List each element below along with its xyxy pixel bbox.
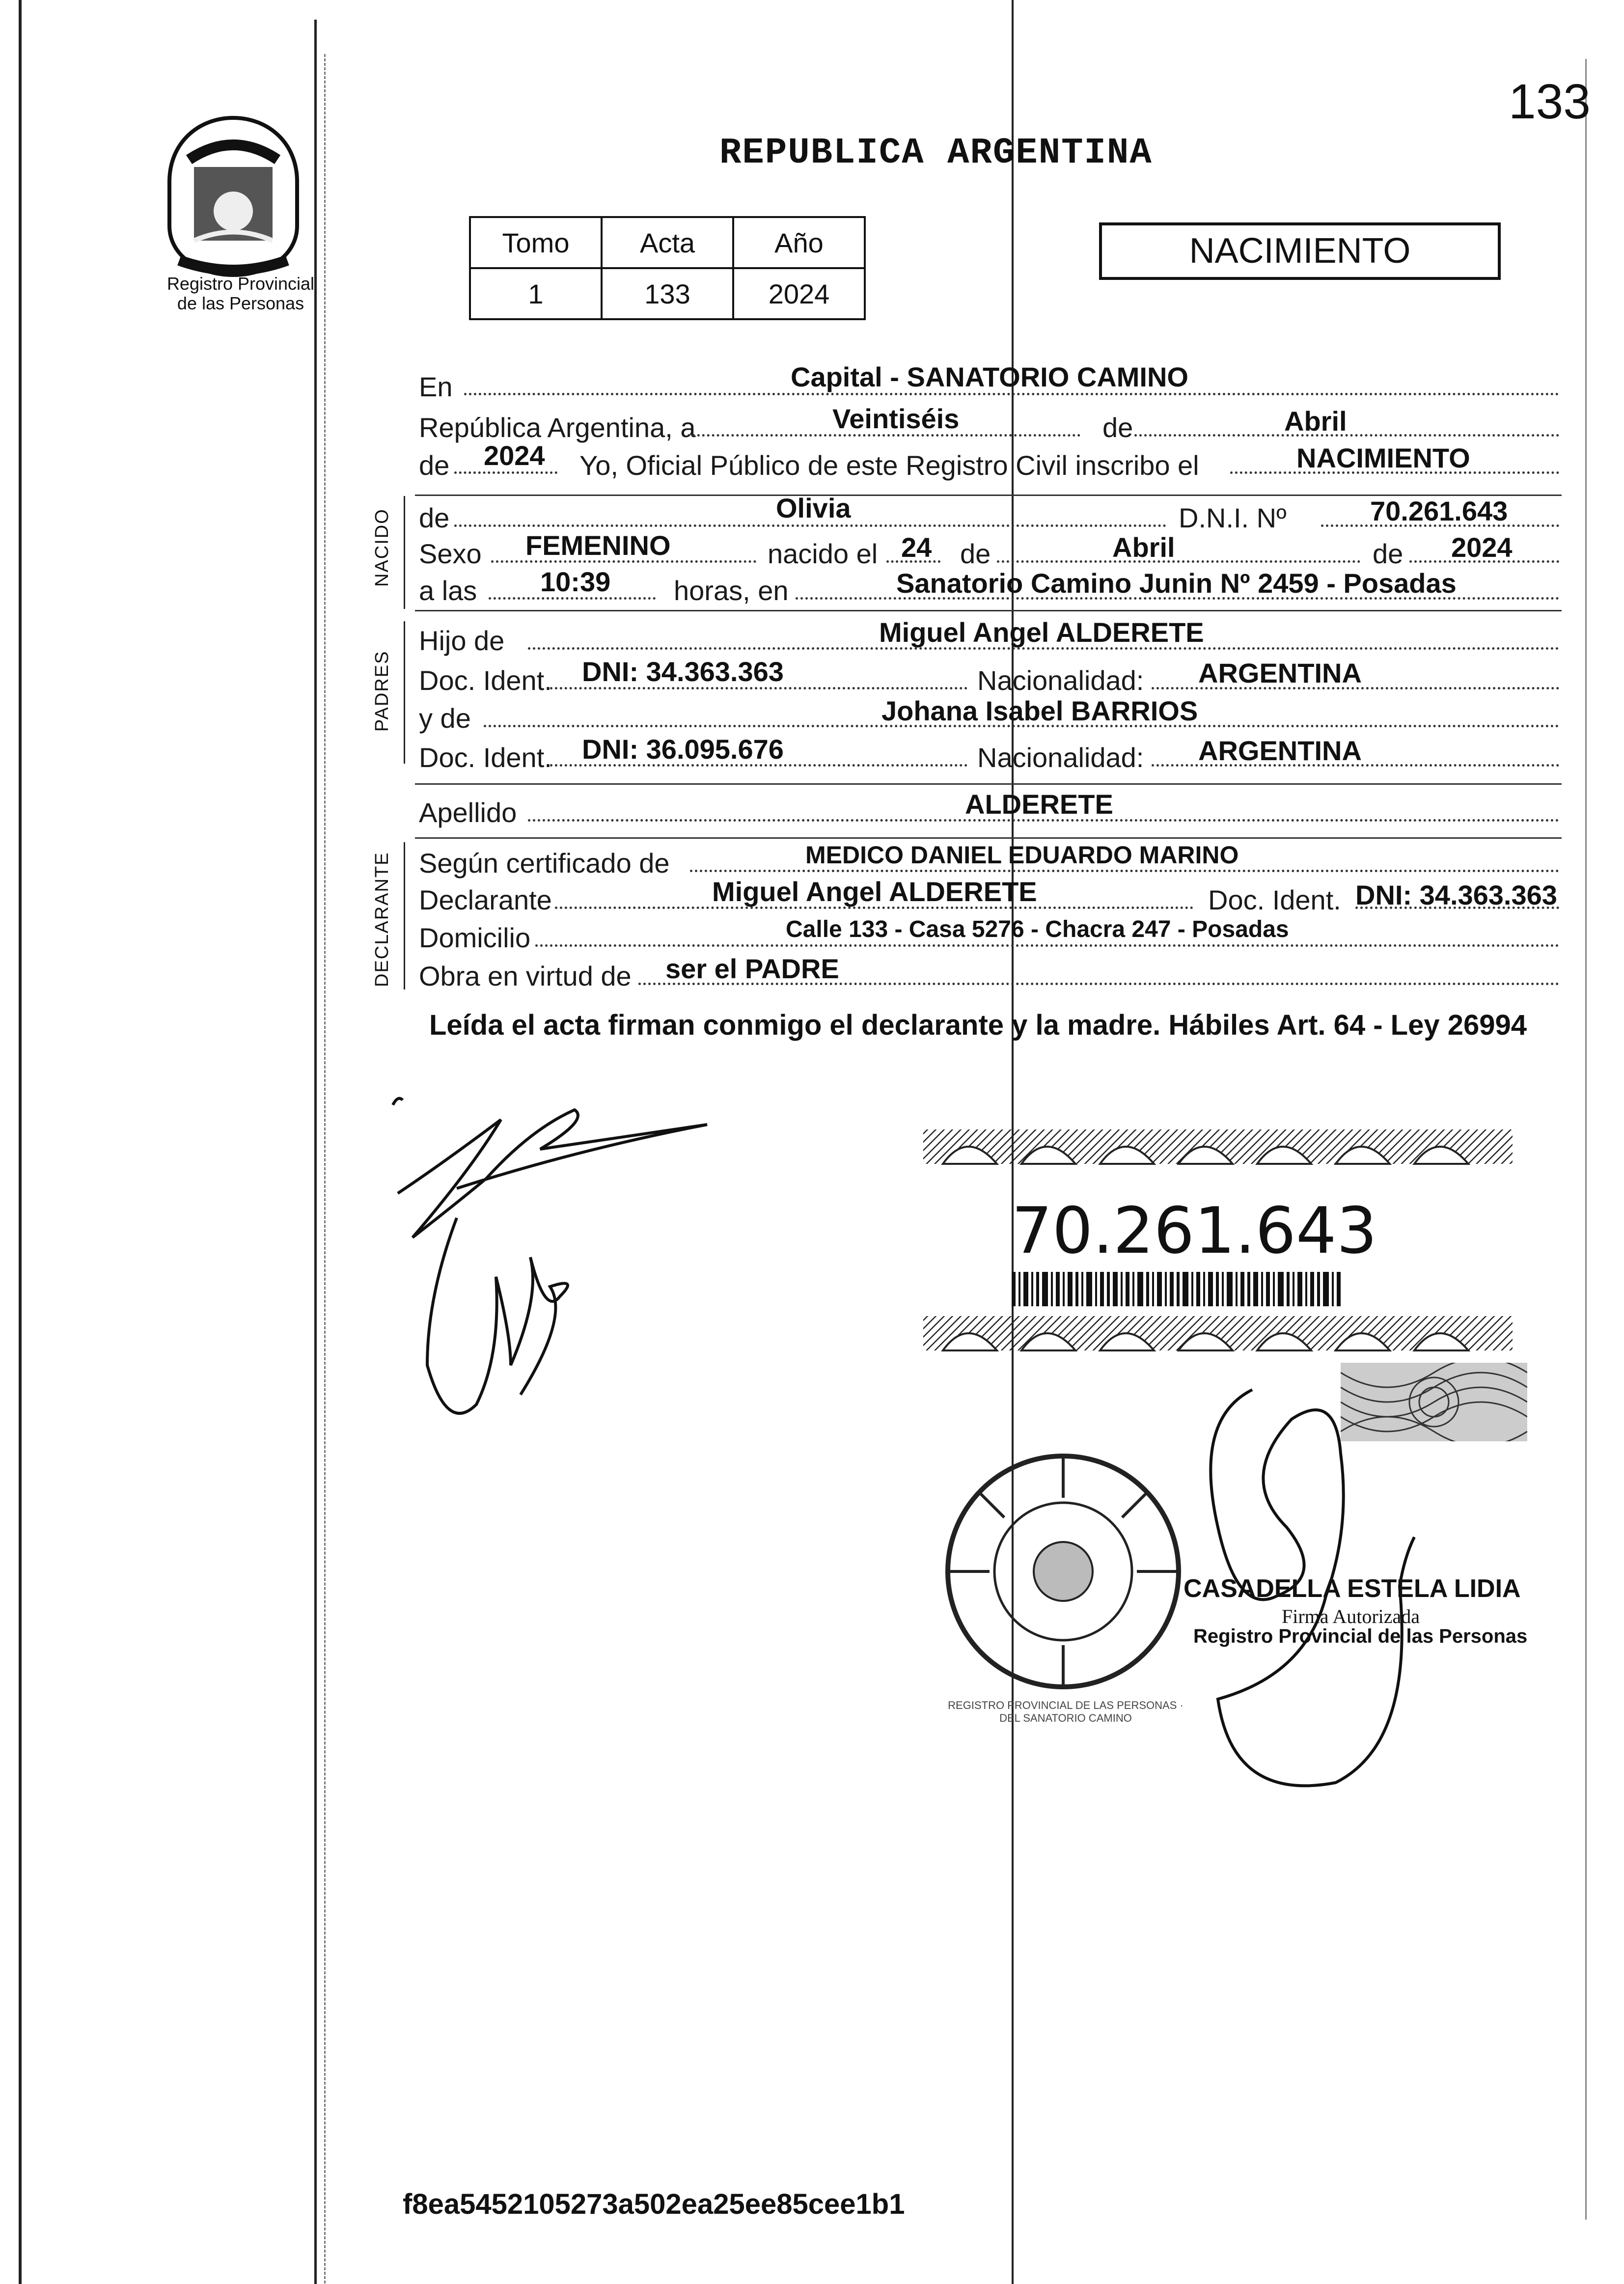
hijo-label: Hijo de [419,625,505,656]
birth-year-value: 2024 [1451,532,1513,563]
doc1-label: Doc. Ident. [419,665,552,696]
acta-value: 133 [602,268,733,319]
horas-label: horas, en [674,575,789,606]
registry-name-line2: de las Personas [177,293,304,313]
month-value: Abril [1284,406,1347,437]
birth-month-value: Abril [1112,532,1175,563]
security-pattern-top-icon [923,1125,1513,1169]
anio-value: 2024 [733,268,865,319]
domicilio-dots [535,944,1559,947]
doc3-dots [1355,907,1559,909]
doc2-label: Doc. Ident. [419,742,552,773]
official-name: CASADELLA ESTELA LIDIA [1184,1574,1521,1603]
doc2-value: DNI: 36.095.676 [582,734,784,765]
document-hash: f8ea5452105273a502ea25ee85cee1b1 [403,2188,905,2220]
registry-name [142,274,339,313]
lugar-value: Sanatorio Camino Junin Nº 2459 - Posadas [896,568,1457,599]
id-barcode-strip [923,1125,1513,1355]
record-table [469,216,866,320]
divider-apellido-top [415,783,1562,785]
legal-text: Leída el acta firman conmigo el declarante y la madre. Hábiles Art. 64 - Ley 26994 [429,1009,1527,1041]
doc3-value: DNI: 34.363.363 [1355,880,1557,910]
certificado-label: Según certificado de [419,848,670,879]
record-type-box: NACIMIENTO [1099,222,1501,280]
doc1-value: DNI: 34.363.363 [582,656,784,687]
madre-value: Johana Isabel BARRIOS [881,695,1198,726]
birth-de1-label: de [960,538,991,569]
divider-declarante-top [415,837,1562,839]
nacido-section-label: NACIDO [372,508,392,587]
registry-seal-icon [940,1449,1186,1694]
birth-de2-label: de [1373,538,1404,569]
domicilio-label: Domicilio [419,922,531,953]
nacido-el-label: nacido el [768,538,878,569]
acta-header: Acta [602,217,733,268]
tomo-header: Tomo [470,217,602,268]
nac1-value: ARGENTINA [1198,658,1362,688]
seal-ring-text: REGISTRO PROVINCIAL DE LAS PERSONAS · DEL SANATORIO CAMINO [948,1699,1184,1724]
right-margin-line [1585,59,1587,2220]
certificado-value: MEDICO DANIEL EDUARDO MARINO [805,841,1239,869]
en-dots [464,393,1559,395]
binding-dash [324,54,326,2284]
nac2-value: ARGENTINA [1198,735,1362,766]
nac2-label: Nacionalidad: [977,742,1144,773]
dni-value: 70.261.643 [1370,495,1508,526]
nacido-bracket [404,496,405,609]
declarante-value: Miguel Angel ALDERETE [712,876,1037,907]
doc3-label: Doc. Ident. [1208,884,1341,915]
barcode-number: 70.261.643 [1012,1193,1377,1268]
yde-label: y de [419,703,471,734]
obra-value: ser el PADRE [665,953,839,984]
declarant-signature-icon [383,1090,727,1444]
declarante-section-label: DECLARANTE [372,852,392,987]
alas-label: a las [419,575,477,606]
republica-label: República Argentina, a [419,412,696,443]
en-value: Capital - SANATORIO CAMINO [791,361,1188,392]
record-table-value-row [470,268,865,319]
declarante-bracket [404,842,405,990]
year-value: 2024 [484,440,545,471]
binding-line [314,20,317,2284]
obra-label: Obra en virtud de [419,961,632,991]
registry-name-line1: Registro Provincial [166,274,315,294]
birth-day-value: 24 [901,532,932,563]
tomo-value: 1 [470,268,602,319]
domicilio-value: Calle 133 - Casa 5276 - Chacra 247 - Posadas [786,916,1289,942]
nombre-dots [454,524,1166,527]
official-registry: Registro Provincial de las Personas [1193,1625,1528,1647]
security-pattern-bottom-icon [923,1311,1513,1355]
year-dots [454,471,557,474]
year-prefix-label: de [419,450,450,481]
day-value: Veintiséis [832,403,960,434]
page-number: 133 [1509,74,1591,129]
nombre-value: Olivia [776,493,851,523]
sexo-value: FEMENINO [525,530,671,561]
padre-value: Miguel Angel ALDERETE [879,617,1204,648]
padres-bracket [404,621,405,764]
certificado-dots [690,870,1559,872]
oficial-text: Yo, Oficial Público de este Registro Civil inscribo el [579,450,1199,481]
month-de-label: de [1102,412,1133,443]
en-label: En [419,371,453,402]
anio-header: Año [733,217,865,268]
sexo-label: Sexo [419,538,482,569]
nombre-label: de [419,502,450,533]
inscribo-value: NACIMIENTO [1296,442,1470,473]
left-margin-line [19,0,22,2284]
divider-padres-top [415,610,1562,611]
barcode-icon [1012,1272,1355,1306]
nac1-label: Nacionalidad: [977,665,1144,696]
province-emblem-icon [160,113,307,280]
apellido-label: Apellido [419,797,517,828]
padres-section-label: PADRES [372,650,392,732]
birth-month-dots [997,560,1360,563]
official-role: Firma Autorizada [1282,1605,1420,1627]
record-table-header-row [470,217,865,268]
apellido-value: ALDERETE [965,789,1113,820]
hora-value: 10:39 [540,566,611,597]
country-title: REPUBLICA ARGENTINA [719,133,1153,174]
declarante-label: Declarante [419,884,552,915]
dni-label: D.N.I. Nº [1179,502,1287,533]
